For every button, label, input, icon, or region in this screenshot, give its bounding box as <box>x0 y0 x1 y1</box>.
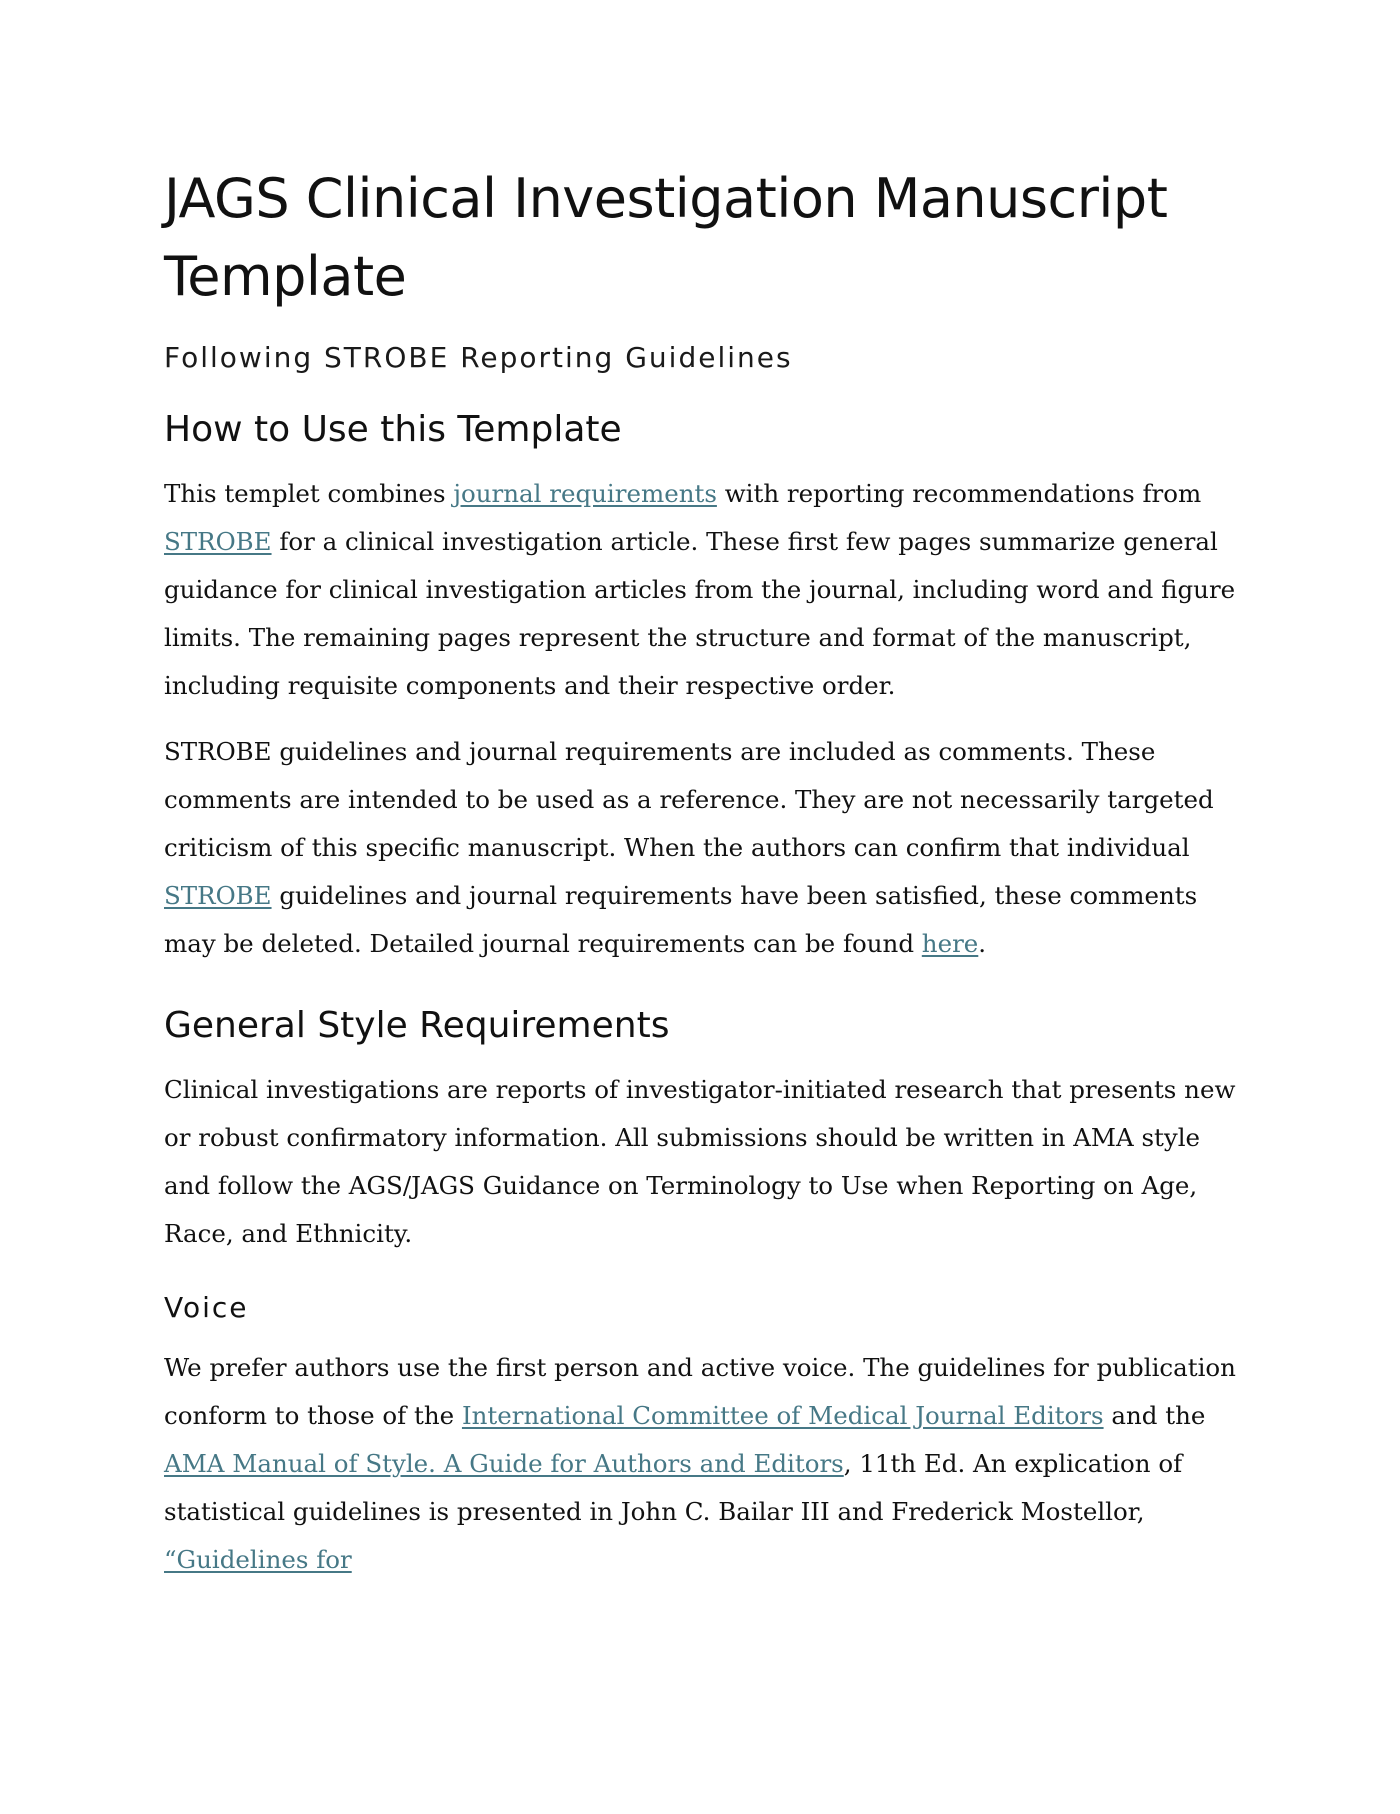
text-run: for a clinical investigation article. These first few pages summarize general guidance for clinical investigation articles from the journal, including word and figure limits. The remaining pages represent the structure and format of the manuscript, including requisite components and their respective order. <box>164 527 1236 700</box>
text-run: . <box>978 929 987 958</box>
how-to-use-paragraph-2 <box>164 728 1244 968</box>
strobe-link-2[interactable]: STROBE <box>164 881 272 910</box>
voice-paragraph <box>164 1344 1244 1584</box>
journal-requirements-link[interactable]: journal requirements <box>453 479 717 508</box>
document-content <box>164 160 1244 1584</box>
strobe-link[interactable]: STROBE <box>164 527 272 556</box>
document-subtitle: Following STROBE Reporting Guidelines <box>164 341 793 374</box>
text-run: and the <box>1103 1401 1206 1430</box>
here-link[interactable]: here <box>921 929 979 958</box>
ama-manual-link[interactable]: AMA Manual of Style. A Guide for Authors and Editors <box>164 1449 844 1478</box>
document-title: JAGS Clinical Investigation Manuscript Template <box>164 167 1168 308</box>
text-run: guidelines and journal requirements have been satisfied, these comments may be deleted. Detailed journal requirements can be found <box>164 881 1198 958</box>
text-run: , 11th Ed. An explication of statistical guidelines is presented in John C. Bailar III and Frederick Mostellor, <box>164 1449 1183 1526</box>
guidelines-for-link[interactable]: “Guidelines for <box>164 1545 352 1574</box>
icmje-link[interactable]: International Committee of Medical Journal Editors <box>461 1401 1104 1430</box>
text-run: This templet combines <box>164 479 454 508</box>
heading-how-to-use: How to Use this Template <box>164 409 622 450</box>
text-run: STROBE guidelines and journal requirements are included as comments. These comments are intended to be used as a reference. They are not necessarily targeted criticism of this specific manuscript. When the authors can confirm that individual <box>164 737 1214 862</box>
text-run: with reporting recommendations from <box>716 479 1202 508</box>
text-run: We prefer authors use the first person and active voice. The guidelines for publication conform to those of the <box>164 1353 1236 1430</box>
how-to-use-paragraph-1 <box>164 470 1244 710</box>
heading-general-style: General Style Requirements <box>164 1005 670 1046</box>
heading-voice: Voice <box>164 1291 249 1324</box>
general-style-paragraph: Clinical investigations are reports of investigator-initiated research that presents new or robust confirmatory information. All submissions should be written in AMA style and follow the AGS/JAGS Guidance on Terminology to Use when Reporting on Age, Race, and Ethnicity. <box>164 1075 1236 1248</box>
